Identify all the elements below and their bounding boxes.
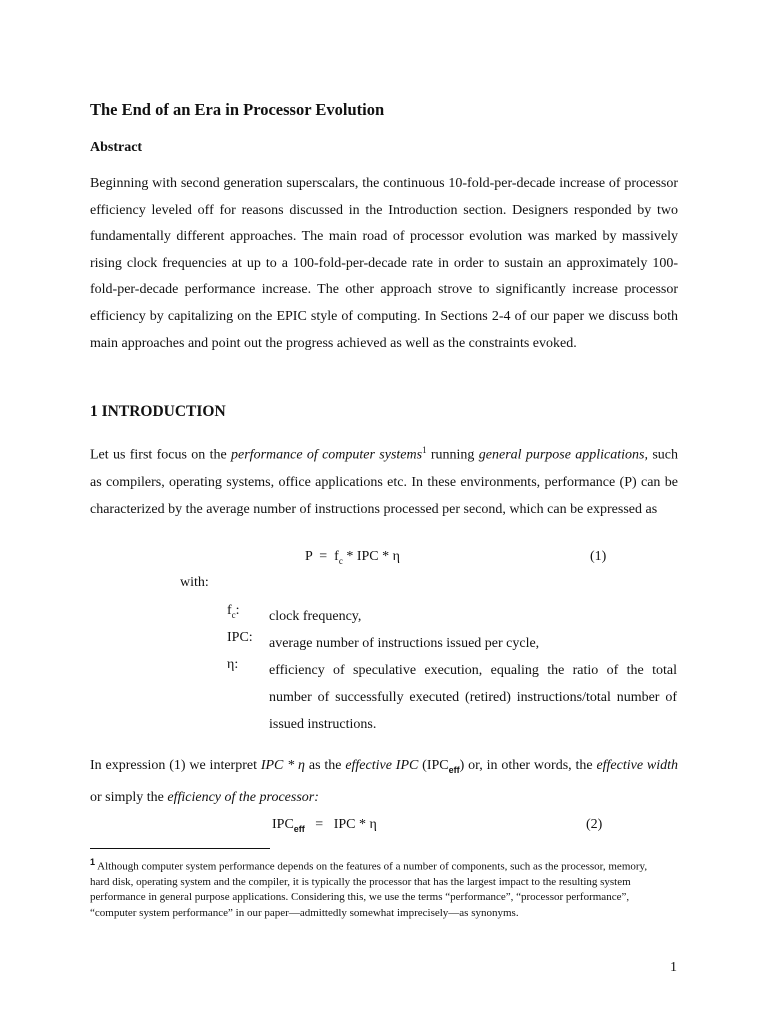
text-run: as the — [305, 758, 346, 773]
eq1-lhs: P = f — [305, 549, 339, 564]
emphasis-effective-width: effective width — [596, 758, 679, 773]
equation-1 — [0, 549, 768, 571]
page-number: 1 — [670, 960, 677, 975]
footnote-divider — [90, 848, 270, 849]
footnote-reference[interactable]: 1 — [422, 445, 427, 455]
equation-2-expression — [272, 817, 377, 834]
equation-1-number: (1) — [590, 549, 607, 564]
eq2-subscript: eff — [293, 823, 305, 834]
emphasis-efficiency-of-processor: efficiency of the processor: — [167, 789, 319, 805]
definition-term: η: — [227, 657, 239, 672]
emphasis-effective-ipc: effective IPC — [345, 758, 419, 773]
introduction-heading: 1 INTRODUCTION — [90, 403, 226, 420]
text-run: In expression (1) we interpret — [90, 758, 261, 773]
eq2-lhs: IPC — [272, 817, 294, 832]
emphasis-general-purpose-applications: general purpose applications, — [478, 447, 649, 463]
definition-text: clock frequency, — [269, 609, 362, 624]
introduction-paragraph-1 — [90, 437, 678, 523]
abstract-heading: Abstract — [90, 140, 143, 155]
footnote-1 — [90, 855, 650, 921]
definition-text: efficiency of speculative execution, equaling the ratio of the total number of successfully executed (retired) instructions/total number of issued instructions. — [269, 663, 677, 732]
text-run: running — [426, 447, 479, 463]
text-run: ) or, in other words, the — [459, 758, 597, 773]
eq2-rhs: = IPC * η — [304, 817, 377, 832]
term-text: f — [227, 603, 232, 618]
eq1-subscript: c — [338, 555, 343, 566]
footnote-text: Although computer system performance depends on the features of a number of components, such as the processor, memory, hard disk, operating system and the compiler, it is typically the processor that has the largest impact to the resulting system performance in general purpose applications. Considering this, we use the terms “performance”, “processor performance”, “computer system performance” in our paper—admittedly somewhat imprecisely—as synonyms. — [90, 860, 648, 919]
paper-title: The End of an Era in Processor Evolution — [90, 100, 385, 119]
introduction-paragraph-2 — [90, 752, 678, 811]
ipc-eff-subscript: eff — [448, 764, 460, 775]
definition-text: average number of instructions issued per cycle, — [269, 636, 540, 651]
definition-term: IPC: — [227, 630, 253, 645]
term-suffix: : — [235, 603, 240, 618]
with-label: with: — [180, 575, 209, 590]
eq1-rhs: * IPC * η — [342, 549, 400, 564]
footnote-marker: 1 — [90, 857, 96, 867]
text-run: such as compilers, operating systems, office applications etc. In these environments, performance (P) can be characterized by the average number of instructions processed per second, which can be expressed as — [90, 447, 678, 517]
definition-term — [227, 603, 269, 620]
emphasis-ipc-eta: IPC * η — [260, 758, 306, 773]
abstract-text: Beginning with second generation superscalars, the continuous 10-fold-per-decade increase of processor efficiency leveled off for reasons discussed in the Introduction section. Designers responded by two fundamentally different approaches. The main road of processor evolution was marked by massively rising clock frequencies at up to a 100-fold-per-decade rate in order to sustain an approximately 100-fold-per-decade performance increase. The other approach strove to significantly increase processor efficiency by capitalizing on the EPIC style of computing. In Sections 2-4 of our paper we discuss both main approaches and point out the progress achieved as well as the constraints evoked. — [90, 176, 678, 351]
term-subscript: c — [231, 609, 236, 620]
emphasis-performance-of-computer-systems: performance of computer systems — [231, 447, 423, 463]
equation-1-expression — [305, 549, 400, 566]
equation-2-number: (2) — [586, 817, 603, 832]
text-run: Let us first focus on the — [90, 447, 232, 463]
equation-2 — [0, 817, 768, 839]
text-run: (IPC — [418, 758, 449, 773]
text-run: or simply the — [90, 789, 168, 805]
